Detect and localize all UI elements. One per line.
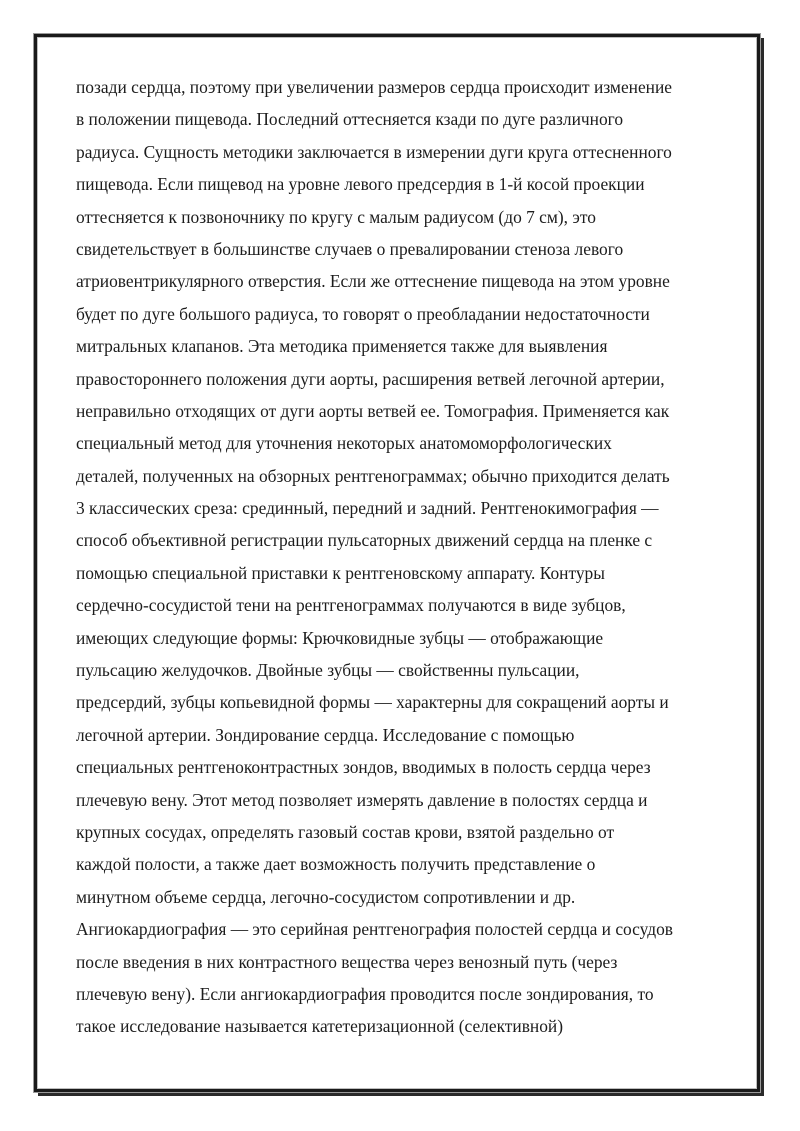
text-line: в положении пищевода. Последний оттесняется кзади по дуге различного: [76, 109, 624, 130]
text-line: атриовентрикулярного отверстия. Если же оттеснение пищевода на этом уровне: [76, 271, 670, 292]
text-line: митральных клапанов. Эта методика применяется также для выявления: [76, 336, 608, 357]
text-line: такое исследование называется катетеризационной (селективной): [76, 1016, 564, 1037]
text-line: пищевода. Если пищевод на уровне левого предсердия в 1-й косой проекции: [76, 174, 645, 195]
text-line: плечевую вену). Если ангиокардиография проводится после зондирования, то: [76, 983, 654, 1004]
text-line: каждой полости, а также дает возможность получить представление о: [76, 854, 596, 875]
text-line: оттесняется к позвоночнику по кругу с малым радиусом (до 7 см), это: [76, 206, 596, 227]
text-line: после введения в них контрастного вещества через венозный путь (через: [76, 951, 618, 972]
text-line: пульсацию желудочков. Двойные зубцы — свойственны пульсации,: [76, 660, 580, 681]
text-line: помощью специальной приставки к рентгеновскому аппарату. Контуры: [76, 562, 605, 583]
text-line: имеющих следующие формы: Крючковидные зубцы — отображающие: [76, 627, 604, 648]
text-line: свидетельствует в большинстве случаев о превалировании стеноза левого: [76, 238, 624, 259]
text-line: сердечно-сосудистой тени на рентгенограммах получаются в виде зубцов,: [76, 595, 626, 616]
text-line: способ объективной регистрации пульсаторных движений сердца на пленке с: [76, 530, 653, 551]
text-line: позади сердца, поэтому при увеличении размеров сердца происходит изменение: [76, 77, 673, 97]
text-line: правостороннего положения дуги аорты, расширения ветвей легочной артерии,: [76, 368, 665, 389]
text-line: плечевую вену. Этот метод позволяет измерять давление в полостях сердца и: [76, 789, 648, 810]
text-line: специальный метод для уточнения некоторых анатомоморфологических: [76, 433, 612, 454]
text-line: радиуса. Сущность методики заключается в измерении дуги круга оттесненного: [76, 141, 672, 162]
body-text: [76, 71, 736, 1043]
text-line: минутном объеме сердца, легочно-сосудистом сопротивлении и др.: [76, 886, 576, 907]
text-line: специальных рентгеноконтрастных зондов, вводимых в полость сердца через: [76, 757, 651, 778]
text-line: неправильно отходящих от дуги аорты ветвей ее. Томография. Применяется как: [76, 400, 670, 421]
text-line: легочной артерии. Зондирование сердца. Исследование с помощью: [76, 724, 575, 745]
text-line: деталей, полученных на обзорных рентгенограммах; обычно приходится делать: [76, 465, 670, 486]
text-line: крупных сосудах, определять газовый состав крови, взятой раздельно от: [76, 821, 615, 842]
text-line: Ангиокардиография — это серийная рентгенография полостей сердца и сосудов: [76, 919, 674, 940]
text-line: будет по дуге большого радиуса, то говорят о преобладании недостаточности: [76, 303, 650, 324]
text-line: предсердий, зубцы копьевидной формы — характерны для сокращений аорты и: [76, 692, 669, 713]
text-line: 3 классических среза: срединный, передний и задний. Рентгенокимография —: [76, 498, 659, 519]
